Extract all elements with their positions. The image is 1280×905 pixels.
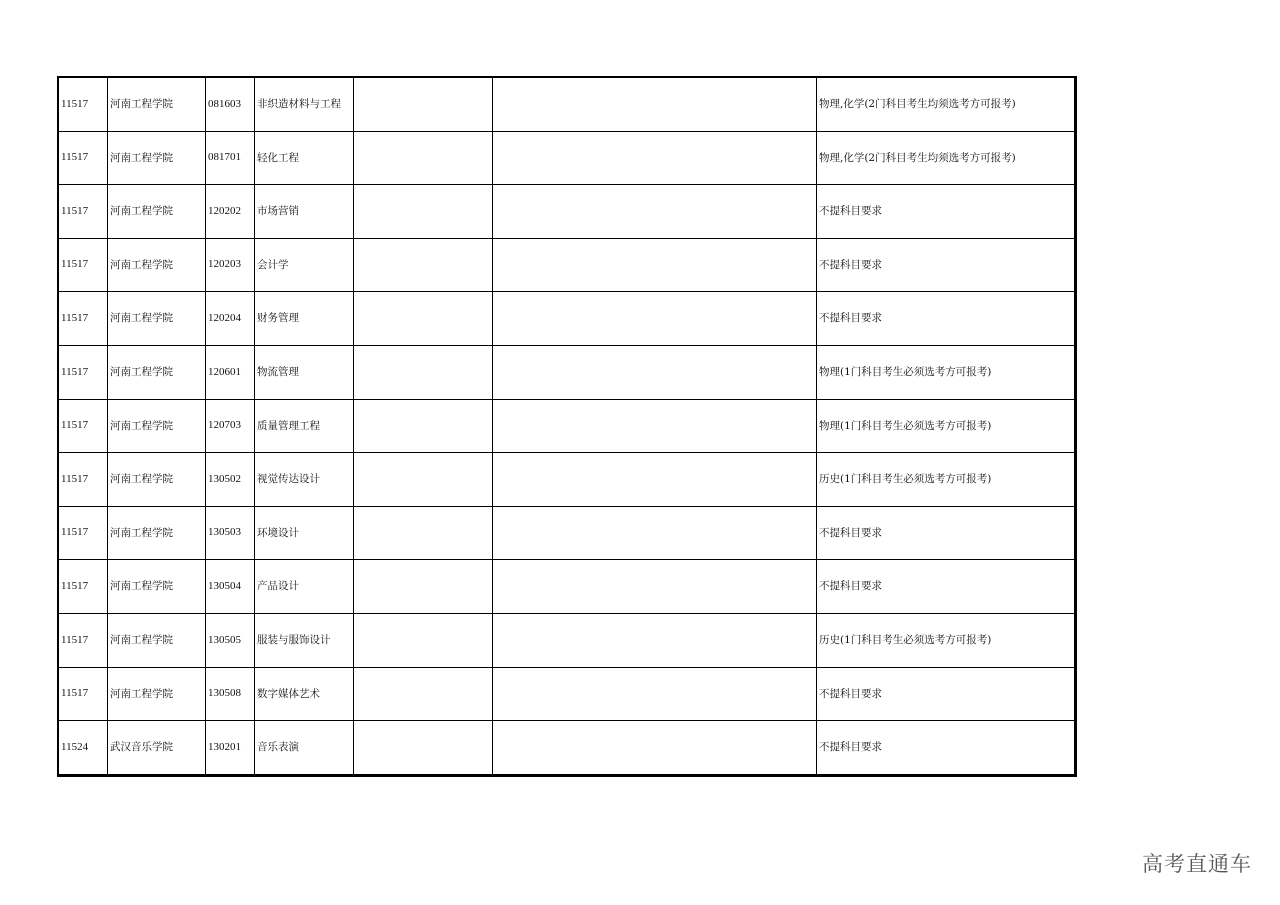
major-name-cell: 视觉传达设计 bbox=[255, 453, 354, 507]
school-code-cell: 11517 bbox=[59, 185, 108, 239]
school-name-cell: 河南工程学院 bbox=[108, 667, 206, 721]
school-name-cell: 河南工程学院 bbox=[108, 292, 206, 346]
subject-requirements-table bbox=[58, 77, 1075, 775]
empty-cell bbox=[493, 292, 817, 346]
major-name-cell: 产品设计 bbox=[255, 560, 354, 614]
major-code-cell: 130502 bbox=[206, 453, 255, 507]
subject-requirement-cell: 物理,化学(2门科目考生均须选考方可报考) bbox=[817, 78, 1075, 132]
table-row bbox=[59, 131, 1075, 185]
empty-cell bbox=[354, 613, 493, 667]
major-name-cell: 音乐表演 bbox=[255, 721, 354, 775]
major-code-cell: 120601 bbox=[206, 345, 255, 399]
watermark: 高考直通车 bbox=[1142, 852, 1252, 876]
empty-cell bbox=[354, 506, 493, 560]
school-code-cell: 11517 bbox=[59, 560, 108, 614]
major-code-cell: 130201 bbox=[206, 721, 255, 775]
empty-cell bbox=[493, 453, 817, 507]
table-row bbox=[59, 345, 1075, 399]
table-row bbox=[59, 506, 1075, 560]
empty-cell bbox=[354, 560, 493, 614]
empty-cell bbox=[354, 131, 493, 185]
empty-cell bbox=[493, 667, 817, 721]
table-row bbox=[59, 560, 1075, 614]
empty-cell bbox=[354, 78, 493, 132]
school-code-cell: 11517 bbox=[59, 238, 108, 292]
table-row bbox=[59, 453, 1075, 507]
table-row bbox=[59, 399, 1075, 453]
subject-requirement-cell: 不提科目要求 bbox=[817, 185, 1075, 239]
school-name-cell: 河南工程学院 bbox=[108, 78, 206, 132]
subject-requirement-cell: 不提科目要求 bbox=[817, 560, 1075, 614]
table-row bbox=[59, 238, 1075, 292]
school-name-cell: 河南工程学院 bbox=[108, 613, 206, 667]
subject-requirement-cell: 物理(1门科目考生必须选考方可报考) bbox=[817, 345, 1075, 399]
school-name-cell: 河南工程学院 bbox=[108, 131, 206, 185]
empty-cell bbox=[354, 345, 493, 399]
major-name-cell: 会计学 bbox=[255, 238, 354, 292]
empty-cell bbox=[354, 399, 493, 453]
major-code-cell: 120703 bbox=[206, 399, 255, 453]
table-body bbox=[59, 78, 1075, 775]
school-code-cell: 11517 bbox=[59, 292, 108, 346]
subject-requirement-cell: 不提科目要求 bbox=[817, 292, 1075, 346]
empty-cell bbox=[493, 345, 817, 399]
empty-cell bbox=[493, 721, 817, 775]
subject-requirement-cell: 不提科目要求 bbox=[817, 721, 1075, 775]
school-code-cell: 11517 bbox=[59, 667, 108, 721]
major-code-cell: 081701 bbox=[206, 131, 255, 185]
major-code-cell: 130505 bbox=[206, 613, 255, 667]
subject-requirement-cell: 不提科目要求 bbox=[817, 667, 1075, 721]
major-name-cell: 市场营销 bbox=[255, 185, 354, 239]
empty-cell bbox=[493, 399, 817, 453]
major-code-cell: 081603 bbox=[206, 78, 255, 132]
subject-requirement-cell: 物理,化学(2门科目考生均须选考方可报考) bbox=[817, 131, 1075, 185]
major-code-cell: 120202 bbox=[206, 185, 255, 239]
subject-requirement-cell: 不提科目要求 bbox=[817, 506, 1075, 560]
table-row bbox=[59, 292, 1075, 346]
empty-cell bbox=[493, 131, 817, 185]
major-code-cell: 130504 bbox=[206, 560, 255, 614]
empty-cell bbox=[354, 292, 493, 346]
table-row bbox=[59, 667, 1075, 721]
major-code-cell: 130503 bbox=[206, 506, 255, 560]
empty-cell bbox=[493, 613, 817, 667]
school-code-cell: 11517 bbox=[59, 453, 108, 507]
subject-requirement-cell: 物理(1门科目考生必须选考方可报考) bbox=[817, 399, 1075, 453]
major-code-cell: 120203 bbox=[206, 238, 255, 292]
empty-cell bbox=[354, 238, 493, 292]
school-code-cell: 11517 bbox=[59, 613, 108, 667]
school-name-cell: 河南工程学院 bbox=[108, 453, 206, 507]
school-code-cell: 11517 bbox=[59, 131, 108, 185]
empty-cell bbox=[354, 721, 493, 775]
school-name-cell: 武汉音乐学院 bbox=[108, 721, 206, 775]
empty-cell bbox=[493, 506, 817, 560]
subject-requirement-cell: 历史(1门科目考生必须选考方可报考) bbox=[817, 453, 1075, 507]
school-name-cell: 河南工程学院 bbox=[108, 238, 206, 292]
school-name-cell: 河南工程学院 bbox=[108, 560, 206, 614]
major-name-cell: 环境设计 bbox=[255, 506, 354, 560]
table-row bbox=[59, 613, 1075, 667]
empty-cell bbox=[493, 185, 817, 239]
major-name-cell: 财务管理 bbox=[255, 292, 354, 346]
table-row bbox=[59, 721, 1075, 775]
subject-requirement-cell: 历史(1门科目考生必须选考方可报考) bbox=[817, 613, 1075, 667]
empty-cell bbox=[493, 560, 817, 614]
school-code-cell: 11517 bbox=[59, 399, 108, 453]
empty-cell bbox=[493, 238, 817, 292]
major-name-cell: 数字媒体艺术 bbox=[255, 667, 354, 721]
school-code-cell: 11524 bbox=[59, 721, 108, 775]
school-name-cell: 河南工程学院 bbox=[108, 399, 206, 453]
table-row bbox=[59, 185, 1075, 239]
major-name-cell: 服装与服饰设计 bbox=[255, 613, 354, 667]
school-name-cell: 河南工程学院 bbox=[108, 185, 206, 239]
major-name-cell: 轻化工程 bbox=[255, 131, 354, 185]
table-row bbox=[59, 78, 1075, 132]
school-name-cell: 河南工程学院 bbox=[108, 345, 206, 399]
major-code-cell: 130508 bbox=[206, 667, 255, 721]
school-name-cell: 河南工程学院 bbox=[108, 506, 206, 560]
empty-cell bbox=[493, 78, 817, 132]
major-name-cell: 质量管理工程 bbox=[255, 399, 354, 453]
major-code-cell: 120204 bbox=[206, 292, 255, 346]
school-code-cell: 11517 bbox=[59, 78, 108, 132]
empty-cell bbox=[354, 453, 493, 507]
school-code-cell: 11517 bbox=[59, 506, 108, 560]
empty-cell bbox=[354, 185, 493, 239]
major-name-cell: 非织造材料与工程 bbox=[255, 78, 354, 132]
major-name-cell: 物流管理 bbox=[255, 345, 354, 399]
school-code-cell: 11517 bbox=[59, 345, 108, 399]
empty-cell bbox=[354, 667, 493, 721]
subject-requirement-cell: 不提科目要求 bbox=[817, 238, 1075, 292]
